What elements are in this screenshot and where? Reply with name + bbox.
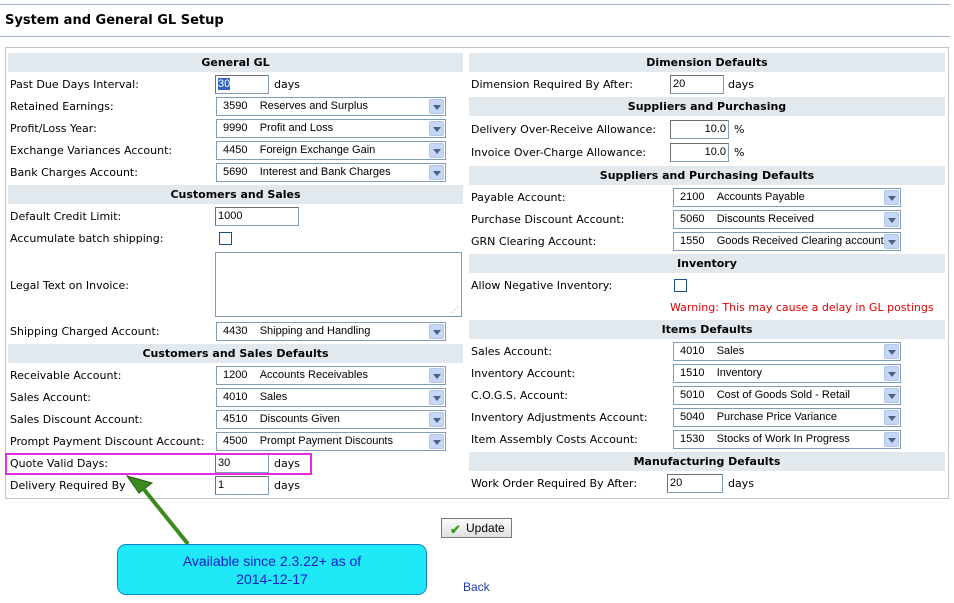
- page-title: System and General GL Setup: [5, 13, 224, 28]
- legal-text-label: Legal Text on Invoice:: [10, 279, 129, 292]
- account-code: 1510: [680, 367, 705, 379]
- account-name: Cost of Goods Sold - Retail: [716, 389, 851, 401]
- dimension-required-by-unit: days: [728, 78, 754, 91]
- past-due-days-unit: days: [274, 78, 300, 91]
- account-name: Foreign Exchange Gain: [259, 144, 376, 156]
- account-name: Reserves and Surplus: [259, 100, 368, 112]
- account-name: Sales: [716, 345, 745, 357]
- delivery-required-by-input[interactable]: 1: [215, 476, 269, 495]
- invoice-over-charge-unit: %: [734, 146, 745, 159]
- account-name: Discounts Given: [259, 413, 340, 425]
- delivery-required-by-label: Delivery Required By: [10, 479, 126, 492]
- update-button-label: Update: [466, 521, 505, 535]
- section-header-suppliers-purchasing: Suppliers and Purchasing: [469, 97, 945, 116]
- grn-clearing-label: GRN Clearing Account:: [471, 235, 597, 248]
- account-name: Stocks of Work In Progress: [716, 433, 850, 445]
- inventory-account-label: Inventory Account:: [471, 367, 576, 380]
- account-code: 9990: [223, 122, 248, 134]
- work-order-required-by-input[interactable]: 20: [667, 474, 723, 493]
- profit-loss-year-label: Profit/Loss Year:: [10, 122, 97, 135]
- account-name: Goods Received Clearing account: [716, 235, 884, 247]
- default-credit-limit-input[interactable]: 1000: [215, 207, 299, 226]
- update-button[interactable]: [441, 518, 512, 538]
- inventory-warning: Warning: This may cause a delay in GL postings: [670, 301, 934, 314]
- work-order-required-by-unit: days: [728, 477, 754, 490]
- section-header-manufacturing-defaults: Manufacturing Defaults: [469, 452, 945, 471]
- account-code: 1550: [680, 235, 705, 247]
- sales-discount-label: Sales Discount Account:: [10, 413, 143, 426]
- past-due-days-value: 30: [218, 78, 231, 90]
- cogs-account-label: C.O.G.S. Account:: [471, 389, 569, 402]
- quote-valid-days-input[interactable]: 30: [215, 454, 269, 473]
- account-code: 4430: [223, 325, 248, 337]
- invoice-over-charge-label: Invoice Over-Charge Allowance:: [471, 146, 647, 159]
- account-name: Sales: [259, 391, 288, 403]
- quote-valid-days-label: Quote Valid Days:: [10, 457, 109, 470]
- account-code: 4500: [223, 435, 248, 447]
- account-code: 1200: [223, 369, 248, 381]
- account-code: 2100: [680, 191, 705, 203]
- section-header-general-gl: General GL: [8, 53, 463, 72]
- purchase-discount-label: Purchase Discount Account:: [471, 213, 625, 226]
- delivery-over-receive-unit: %: [734, 123, 745, 136]
- section-header-customers-sales-defaults: Customers and Sales Defaults: [8, 344, 463, 363]
- account-code: 4510: [223, 413, 248, 425]
- shipping-charged-label: Shipping Charged Account:: [10, 325, 160, 338]
- account-name: Discounts Received: [716, 213, 814, 225]
- account-code: 4450: [223, 144, 248, 156]
- arrow-head-icon: [127, 476, 152, 493]
- payable-account-label: Payable Account:: [471, 191, 566, 204]
- items-sales-account-label: Sales Account:: [471, 345, 552, 358]
- sales-account-label: Sales Account:: [10, 391, 91, 404]
- item-assembly-costs-label: Item Assembly Costs Account:: [471, 433, 638, 446]
- callout-line-1: Available since 2.3.22+ as of: [182, 553, 362, 569]
- allow-negative-inventory-label: Allow Negative Inventory:: [471, 279, 613, 292]
- back-link[interactable]: Back: [463, 580, 490, 594]
- account-name: Shipping and Handling: [259, 325, 371, 337]
- section-header-customers-sales: Customers and Sales: [8, 185, 463, 204]
- account-code: 5010: [680, 389, 705, 401]
- dimension-required-by-label: Dimension Required By After:: [471, 78, 633, 91]
- section-header-items-defaults: Items Defaults: [469, 320, 945, 339]
- retained-earnings-label: Retained Earnings:: [10, 100, 114, 113]
- account-name: Inventory: [716, 367, 762, 379]
- invoice-over-charge-input[interactable]: 10.0: [670, 143, 729, 162]
- prompt-payment-discount-label: Prompt Payment Discount Account:: [10, 435, 205, 448]
- accumulate-batch-shipping-label: Accumulate batch shipping:: [10, 232, 164, 245]
- delivery-required-by-unit: days: [274, 479, 300, 492]
- account-code: 4010: [223, 391, 248, 403]
- account-name: Purchase Price Variance: [716, 411, 837, 423]
- work-order-required-by-label: Work Order Required By After:: [471, 477, 638, 490]
- section-header-inventory: Inventory: [469, 254, 945, 273]
- account-code: 3590: [223, 100, 248, 112]
- account-code: 4010: [680, 345, 705, 357]
- account-code: 5040: [680, 411, 705, 423]
- account-name: Interest and Bank Charges: [259, 166, 391, 178]
- account-code: 1530: [680, 433, 705, 445]
- account-name: Accounts Payable: [716, 191, 805, 203]
- resize-grip-icon[interactable]: ⋰: [451, 305, 459, 314]
- dimension-required-by-input[interactable]: 20: [670, 75, 724, 94]
- account-code: 5060: [680, 213, 705, 225]
- bank-charges-label: Bank Charges Account:: [10, 166, 138, 179]
- exchange-variances-label: Exchange Variances Account:: [10, 144, 173, 157]
- checkmark-icon: ✔: [450, 522, 461, 537]
- delivery-over-receive-label: Delivery Over-Receive Allowance:: [471, 123, 657, 136]
- account-name: Prompt Payment Discounts: [259, 435, 393, 447]
- account-name: Accounts Receivables: [259, 369, 368, 381]
- callout-line-2: 2014-12-17: [236, 571, 308, 587]
- default-credit-limit-label: Default Credit Limit:: [10, 210, 122, 223]
- past-due-days-label: Past Due Days Interval:: [10, 78, 139, 91]
- account-code: 5690: [223, 166, 248, 178]
- annotation-callout: [117, 544, 427, 595]
- arrow-shaft: [142, 487, 188, 544]
- account-name: Profit and Loss: [259, 122, 334, 134]
- section-header-dimension-defaults: Dimension Defaults: [469, 53, 945, 72]
- quote-valid-days-unit: days: [274, 457, 300, 470]
- inventory-adjustments-label: Inventory Adjustments Account:: [471, 411, 648, 424]
- receivable-account-label: Receivable Account:: [10, 369, 122, 382]
- delivery-over-receive-input[interactable]: 10.0: [670, 120, 729, 139]
- section-header-suppliers-purchasing-defaults: Suppliers and Purchasing Defaults: [469, 166, 945, 185]
